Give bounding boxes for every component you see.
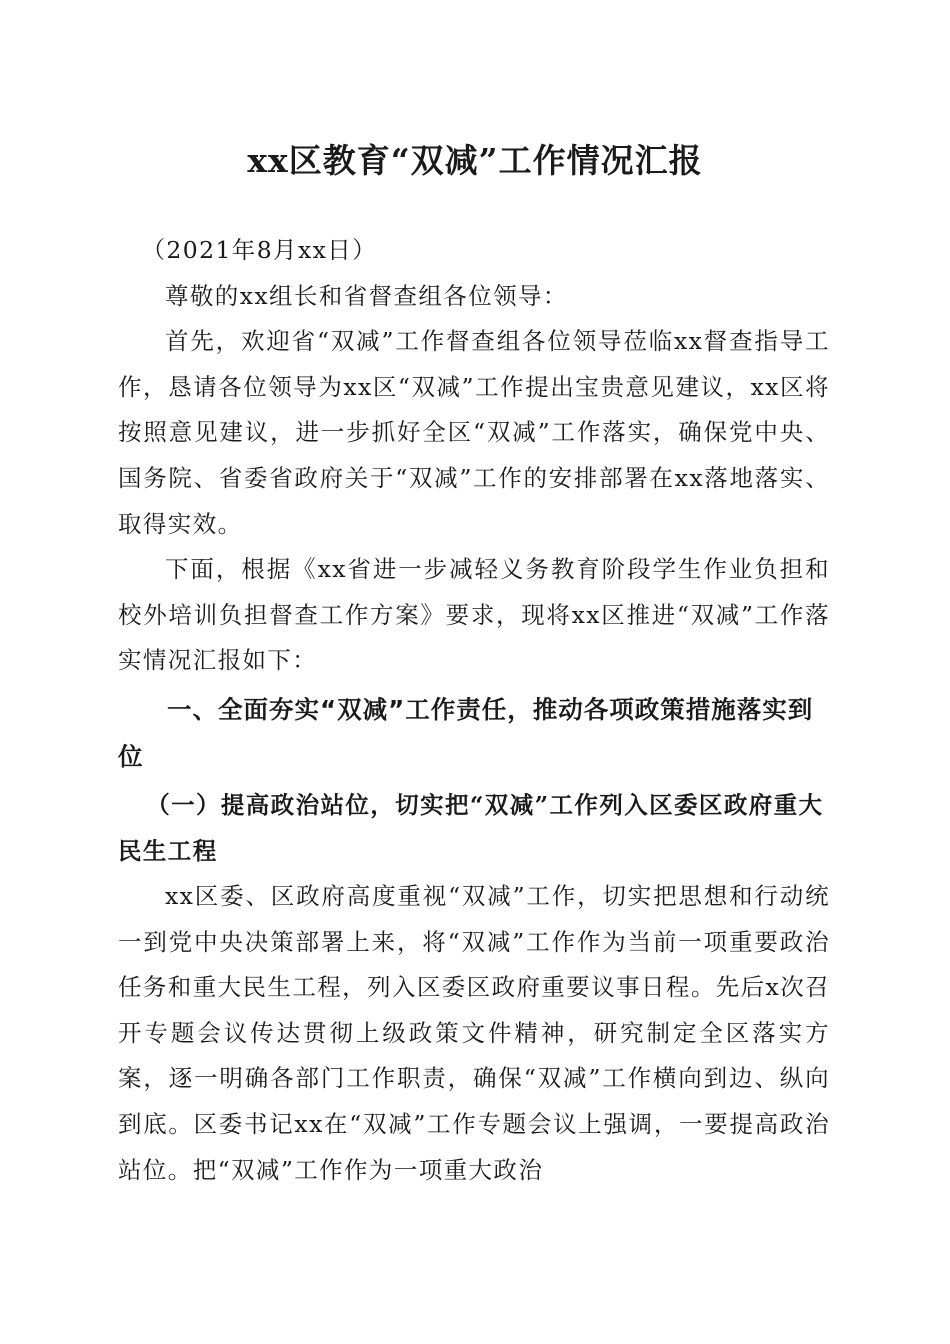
document-title: xx区教育“双减”工作情况汇报 — [247, 141, 703, 180]
subsection-1-paragraph: xx区委、区政府高度重视“双减”工作，切实把思想和行动统一到党中央决策部署上来，将“双减”工作作为当前一项重要政治任务和重大民生工程，列入区委区政府重要议事日程。先后x次召开专题会议传达贯彻上级政策文件精神，研究制定全区落实方案，逐一明确各部门工作职责，确保“双减”工作横向到边、纵向到底。区委书记xx在“双减”工作专题会议上强调，一要提高政治站位。把“双减”工作作为一项重大政治 — [118, 881, 830, 1184]
subsection-1-heading: （一）提高政治站位，切实把“双减”工作列入区委区政府重大民生工程 — [118, 790, 824, 865]
date-line: （2021年8月xx日） — [141, 236, 378, 264]
basis-paragraph: 下面，根据《xx省进一步减轻义务教育阶段学生作业负担和校外培训负担督查工作方案》要求，现将xx区推进“双减”工作落实情况汇报如下： — [118, 555, 830, 675]
salutation: 尊敬的xx组长和省督查组各位领导： — [165, 281, 568, 310]
section-1-heading: 一、全面夯实“双减”工作责任，推动各项政策措施落实到位 — [118, 694, 814, 771]
intro-paragraph: 首先，欢迎省“双减”工作督查组各位领导莅临xx督查指导工作，恳请各位领导为xx区“双减”工作提出宝贵意见建议，xx区将按照意见建议，进一步抓好全区“双减”工作落实，确保党中央、国务院、省委省政府关于“双减”工作的安排部署在xx落地落实、取得实效。 — [118, 327, 830, 538]
document-body — [118, 228, 830, 1193]
